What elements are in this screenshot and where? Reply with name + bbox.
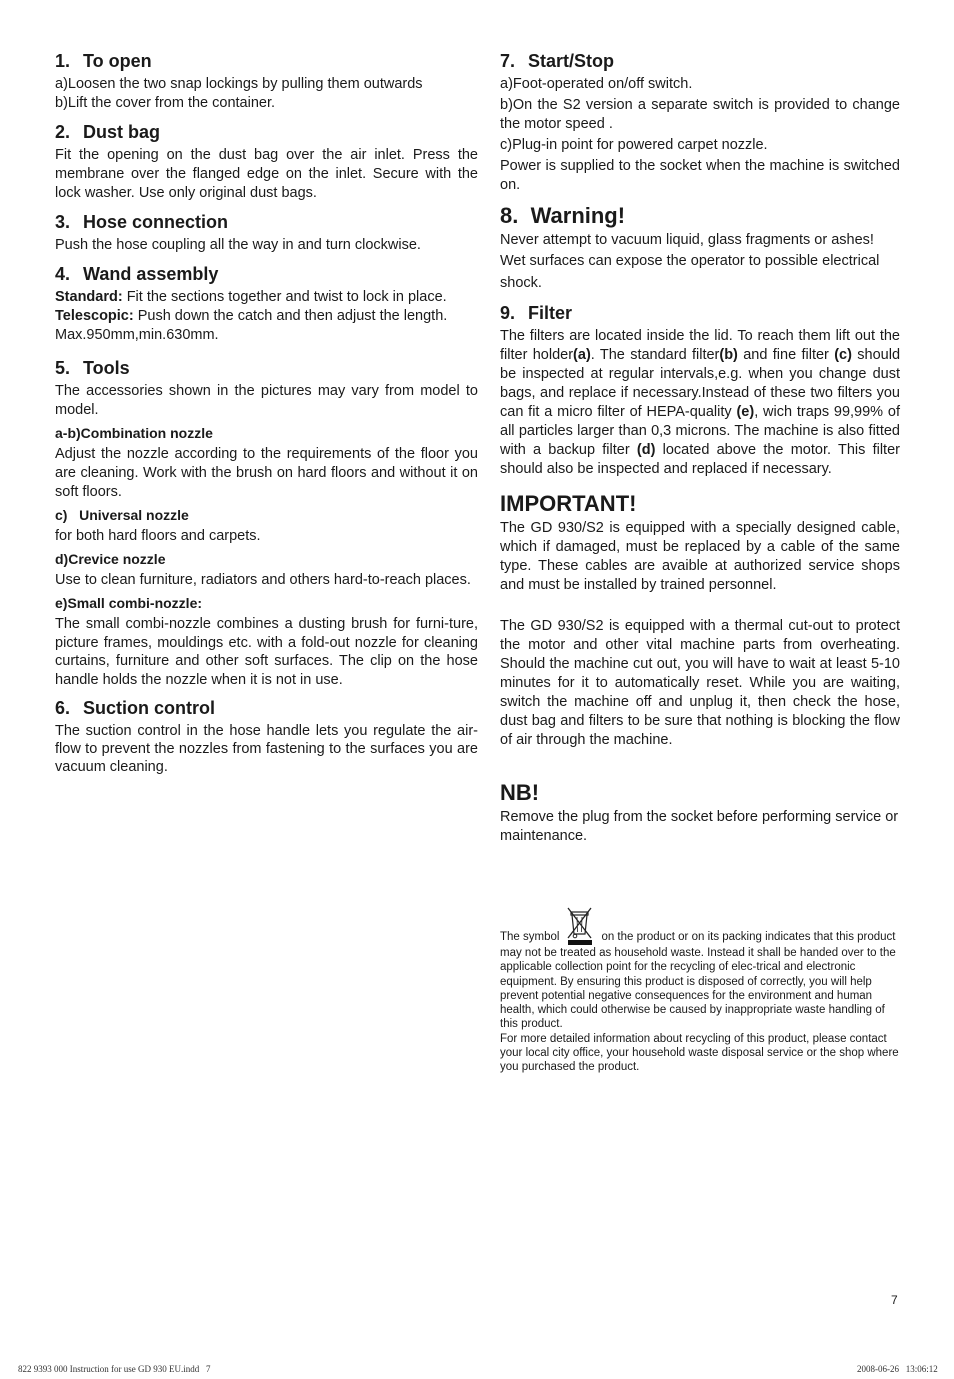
- section-dust-bag-heading: 2. Dust bag: [55, 122, 161, 142]
- section-warning-heading: 8. Warning!: [500, 203, 626, 228]
- to-open-step-b: b)Lift the cover from the container.: [55, 95, 276, 111]
- tools-intro: The accessories shown in the pictures may vary from model to model.: [55, 383, 478, 418]
- start-stop-a: a)Foot-operated on/off switch.: [500, 76, 693, 92]
- section-suction-control-heading: 6. Suction control: [55, 698, 215, 718]
- section-start-stop-heading: 7. Start/Stop: [500, 51, 615, 71]
- hose-connection-text: Push the hose coupling all the way in and turn clockwise.: [55, 237, 421, 253]
- combination-nozzle-heading: a-b)Combination nozzle: [55, 425, 213, 441]
- dust-bag-text: Fit the opening on the dust bag over the air inlet. Press the membrane over the flanged edge on the inlet. Secure with the lock washer. Use only original dust bags.: [55, 147, 478, 201]
- warning-line-1: Never attempt to vacuum liquid, glass fragments or ashes!: [500, 232, 874, 248]
- section-wand-assembly-heading: 4. Wand assembly: [55, 264, 219, 284]
- filter-ref-c: (c): [834, 347, 852, 363]
- to-open-step-a: a)Loosen the two snap lockings by pulling them outwards: [55, 76, 423, 92]
- footer-file-info: 822 9393 000 Instruction for use GD 930 EU.indd 7: [18, 1364, 211, 1374]
- wand-standard-label: Standard:: [55, 289, 123, 305]
- crevice-nozzle-heading: d)Crevice nozzle: [55, 551, 166, 567]
- universal-nozzle-heading: c) Universal nozzle: [55, 507, 189, 523]
- filter-ref-b: (b): [719, 347, 738, 363]
- filter-ref-a: (a): [573, 347, 591, 363]
- crossed-out-wheelie-bin-icon: [563, 904, 597, 946]
- wand-standard-text: Standard: Fit the sections together and twist to lock in place.: [55, 289, 447, 305]
- wand-telescopic-text: Telescopic: Push down the catch and then adjust the length. Max.950mm,min.630mm.: [55, 308, 448, 343]
- right-column: [500, 50, 900, 1075]
- important-thermal-text: The GD 930/S2 is equipped with a thermal cut-out to protect the motor and other vital machine parts from overheating. Should the machine cut out, you will have to wait at least 5-10 minutes for it to automatically reset. While you are waiting, switch the machine off and unplug it, then check the hose, dust bag and filters to be sure that nothing is blocking the flow of air through the machine.: [500, 618, 900, 748]
- combination-nozzle-text: Adjust the nozzle according to the requirements of the floor you are cleaning. Work with the brush on hard floors and without it on soft floors.: [55, 446, 478, 500]
- crevice-nozzle-text: Use to clean furniture, radiators and others hard-to-reach places.: [55, 572, 471, 588]
- left-column: [55, 50, 478, 776]
- small-combi-nozzle-text: The small combi-nozzle combines a dusting brush for furni-ture, picture frames, mouldings etc. with a fold-out nozzle for cleaning curtains, furniture and other soft surfaces. The clip on the hose handle holds the nozzle when it is not in use.: [55, 616, 478, 688]
- wand-telescopic-label: Telescopic:: [55, 308, 134, 324]
- filter-ref-d: (d): [636, 442, 656, 458]
- universal-nozzle-text: for both hard floors and carpets.: [55, 528, 261, 544]
- start-stop-c: c)Plug-in point for powered carpet nozzle.: [500, 137, 768, 153]
- section-filter-heading: 9. Filter: [500, 303, 573, 323]
- weee-more-info: For more detailed information about recycling of this product, please contact your local city office, your household waste disposal service or the shop where you purchased the product.: [500, 1032, 899, 1074]
- important-cable-text: The GD 930/S2 is equipped with a specially designed cable, which if damaged, must be replaced by a cable of the same type. These cables are avaible at authorized service shops and must be installed by trained personnel.: [500, 520, 900, 593]
- filter-text: The filters are located inside the lid. To reach them lift out the filter holder(a). The standard filter(b) and fine filter (c) should be inspected at regular intervals,e.g. when you change dust bags, and replace if necessary.Instead of these two filters you can fit a micro filter of HEPA-quality (e), wich traps 99,99% of all particles larger than 0,3 microns. The machine is also fitted with a backup filter (d) located above the motor. This filter should also be inspected and replaced if necessary.: [500, 328, 901, 477]
- section-hose-connection-heading: 3. Hose connection: [55, 212, 229, 232]
- section-nb-heading: NB!: [500, 780, 540, 805]
- filter-ref-e: (e): [736, 404, 755, 420]
- nb-text: Remove the plug from the socket before performing service or maintenance.: [500, 809, 899, 844]
- page-number: 7: [891, 1293, 898, 1307]
- small-combi-nozzle-heading: e)Small combi-nozzle:: [55, 595, 203, 611]
- warning-line-2: Wet surfaces can expose the operator to possible electrical shock.: [500, 253, 880, 291]
- footer-timestamp: 2008-06-26 13:06:12: [857, 1364, 938, 1374]
- section-to-open-heading: 1. To open: [55, 51, 152, 71]
- weee-notice: The symbol on the product or on its packing indicates that this product may not be treated as household waste. Instead it shall be handed over to the applicable collection point for the recycling of elec-trical and electronic equipment. By ensuring this product is disposed of correctly, you will help prevent potential negative consequences for the environment and human health, which could otherwise be caused by inappropriate waste handling of this product. For more detailed information about recycling of this product, please contact your local city office, your household waste disposal service or the shop where you purchased the product.: [500, 904, 900, 1075]
- section-important-heading: IMPORTANT!: [500, 491, 637, 516]
- suction-control-text: The suction control in the hose handle lets you regulate the air-flow to prevent the nozzles from fastening to the surfaces you are vacuum cleaning.: [55, 723, 478, 775]
- section-tools-heading: 5. Tools: [55, 358, 130, 378]
- start-stop-power: Power is supplied to the socket when the machine is switched on.: [500, 158, 900, 193]
- start-stop-b: b)On the S2 version a separate switch is provided to change the motor speed .: [500, 97, 900, 132]
